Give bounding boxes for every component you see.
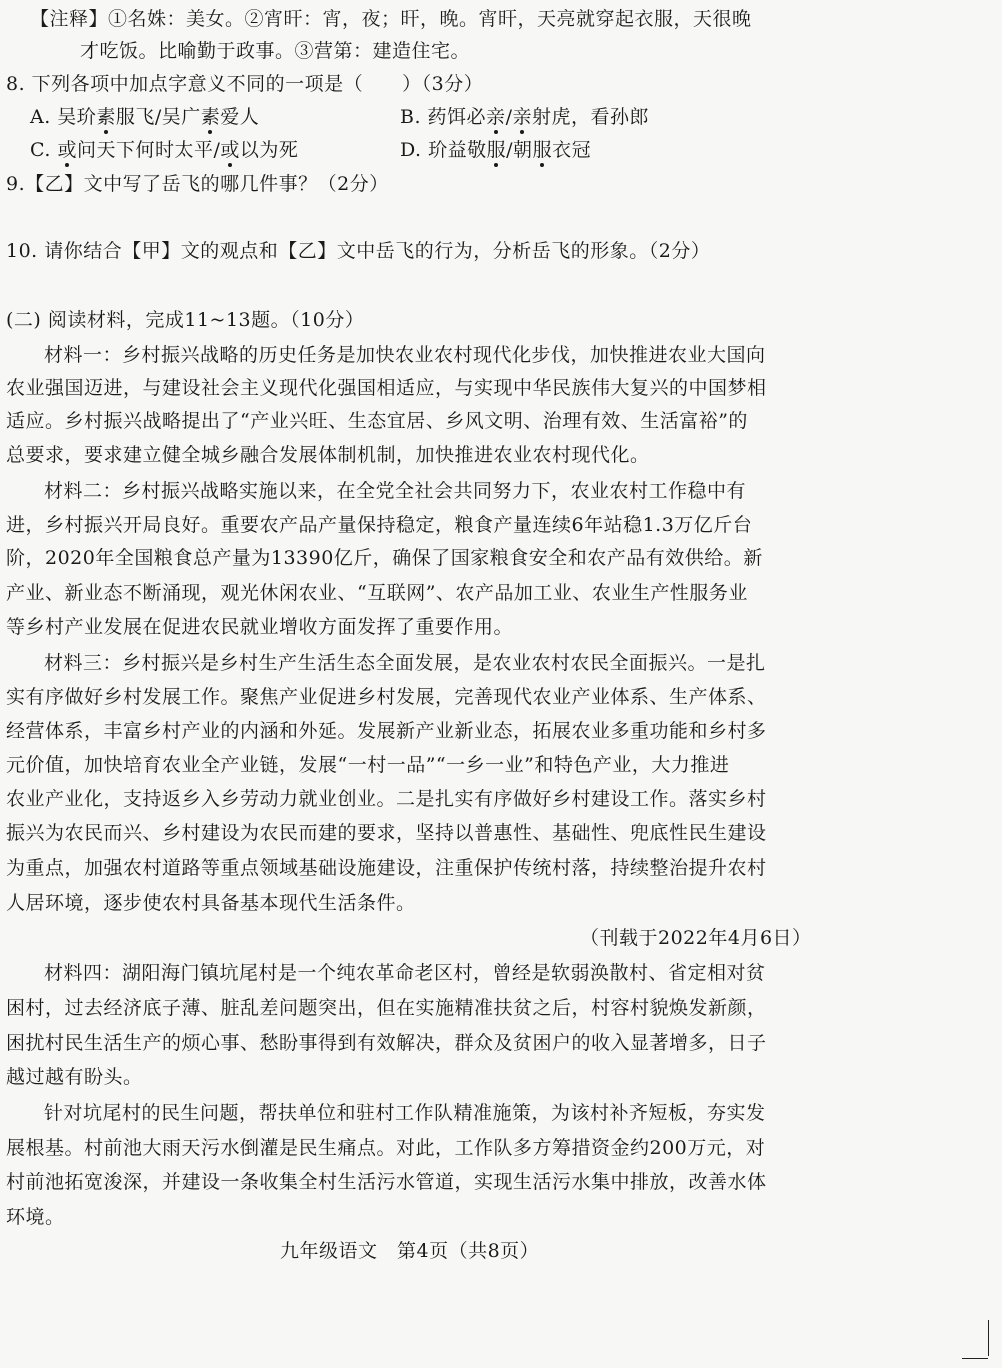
question-8-option-c: C. 或问天下何时太平/或以为死 xyxy=(30,139,299,161)
question-8-option-d: D. 玠益敬服/朝服衣冠 xyxy=(400,139,592,161)
material-3-line: 实有序做好乡村发展工作。聚焦产业促进乡村发展，完善现代农业产业体系、生产体系、 xyxy=(6,686,767,708)
material-3-line: 经营体系，丰富乡村产业的内涵和外延。发展新产业新业态，拓展农业多重功能和乡村多 xyxy=(6,720,767,742)
question-10: 10. 请你结合【甲】文的观点和【乙】文中岳飞的行为，分析岳飞的形象。（2分） xyxy=(6,240,711,262)
question-8-stem: 8. 下列各项中加点字意义不同的一项是（ ）（3分） xyxy=(6,73,484,95)
question-8-option-b: B. 药饵必亲/亲射虎，看孙郎 xyxy=(400,106,649,128)
material-2-line: 产业、新业态不断涌现，观光休闲农业、“互联网”、农产品加工业、农业生产性服务业 xyxy=(6,582,748,604)
material-4-line: 材料四：湖阳海门镇坑尾村是一个纯农革命老区村，曾经是软弱涣散村、省定相对贫 xyxy=(44,962,766,984)
material-4-paragraph-2-line: 村前池拓宽浚深，并建设一条收集全村生活污水管道，实现生活污水集中排放，改善水体 xyxy=(6,1171,767,1193)
material-3-line: 振兴为农民而兴、乡村建设为农民而建的要求，坚持以普惠性、基础性、兜底性民生建设 xyxy=(6,822,767,844)
section-2-heading: (二) 阅读材料，完成11~13题。（10分） xyxy=(6,309,365,331)
question-8-option-a: A. 吴玠素服飞/吴广素爱人 xyxy=(30,106,260,128)
material-1-line: 农业强国迈进，与建设社会主义现代化强国相适应，与实现中华民族伟大复兴的中国梦相 xyxy=(6,377,767,399)
material-1-line: 适应。乡村振兴战略提出了“产业兴旺、生态宜居、乡风文明、治理有效、生活富裕”的 xyxy=(6,410,748,432)
material-4-paragraph-2-line: 展根基。村前池大雨天污水倒灌是民生痛点。对此，工作队多方筹措资金约200万元，对 xyxy=(6,1137,766,1159)
material-3-line: 农业产业化，支持返乡入乡劳动力就业创业。二是扎实有序做好乡村建设工作。落实乡村 xyxy=(6,788,767,810)
material-1-line: 总要求，要求建立健全城乡融合发展体制机制，加快推进农业农村现代化。 xyxy=(6,444,650,466)
material-1-line: 材料一：乡村振兴战略的历史任务是加快农业农村现代化步伐，加快推进农业大国向 xyxy=(44,344,766,366)
page-footer: 九年级语文 第4页（共8页） xyxy=(280,1240,540,1262)
material-3-line: 元价值，加快培育农业全产业链，发展“一村一品”“一乡一业”和特色产业，大力推进 xyxy=(6,754,730,776)
material-2-line: 进，乡村振兴开局良好。重要农产品产量保持稳定，粮食产量连续6年站稳1.3万亿斤台 xyxy=(6,514,753,536)
annotation-line-1: 【注释】①名姝：美女。②宵旰：宵，夜；旰，晚。宵旰，天亮就穿起衣服，天很晚 xyxy=(30,8,752,30)
material-3-line: 人居环境，逐步使农村具备基本现代生活条件。 xyxy=(6,892,416,914)
material-4-line: 困扰村民生活生产的烦心事、愁盼事得到有效解决，群众及贫困户的收入显著增多，日子 xyxy=(6,1032,767,1054)
material-4-paragraph-2-line: 针对坑尾村的民生问题，帮扶单位和驻村工作队精准施策，为该村补齐短板，夯实发 xyxy=(44,1102,766,1124)
material-4-line: 越过越有盼头。 xyxy=(6,1066,143,1088)
material-2-line: 材料二：乡村振兴战略实施以来，在全党全社会共同努力下，农业农村工作稳中有 xyxy=(44,480,747,502)
material-2-line: 阶，2020年全国粮食总产量为13390亿斤，确保了国家粮食安全和农产品有效供给。新 xyxy=(6,547,763,569)
material-3-source: （刊载于2022年4月6日） xyxy=(580,927,812,949)
material-4-line: 困村，过去经济底子薄、脏乱差问题突出，但在实施精准扶贫之后，村容村貌焕发新颜， xyxy=(6,997,767,1019)
material-3-line: 为重点，加强农村道路等重点领域基础设施建设，注重保护传统村落，持续整治提升农村 xyxy=(6,857,767,879)
question-9: 9.【乙】文中写了岳飞的哪几件事？（2分） xyxy=(6,173,389,195)
material-4-paragraph-2-line: 环境。 xyxy=(6,1206,65,1228)
annotation-line-2: 才吃饭。比喻勤于政事。③营第：建造住宅。 xyxy=(80,40,471,62)
scan-edge-mark xyxy=(962,1358,988,1359)
material-3-line: 材料三：乡村振兴是乡村生产生活生态全面发展，是农业农村农民全面振兴。一是扎 xyxy=(44,652,766,674)
scan-edge-mark xyxy=(988,1320,989,1356)
material-2-line: 等乡村产业发展在促进农民就业增收方面发挥了重要作用。 xyxy=(6,616,514,638)
